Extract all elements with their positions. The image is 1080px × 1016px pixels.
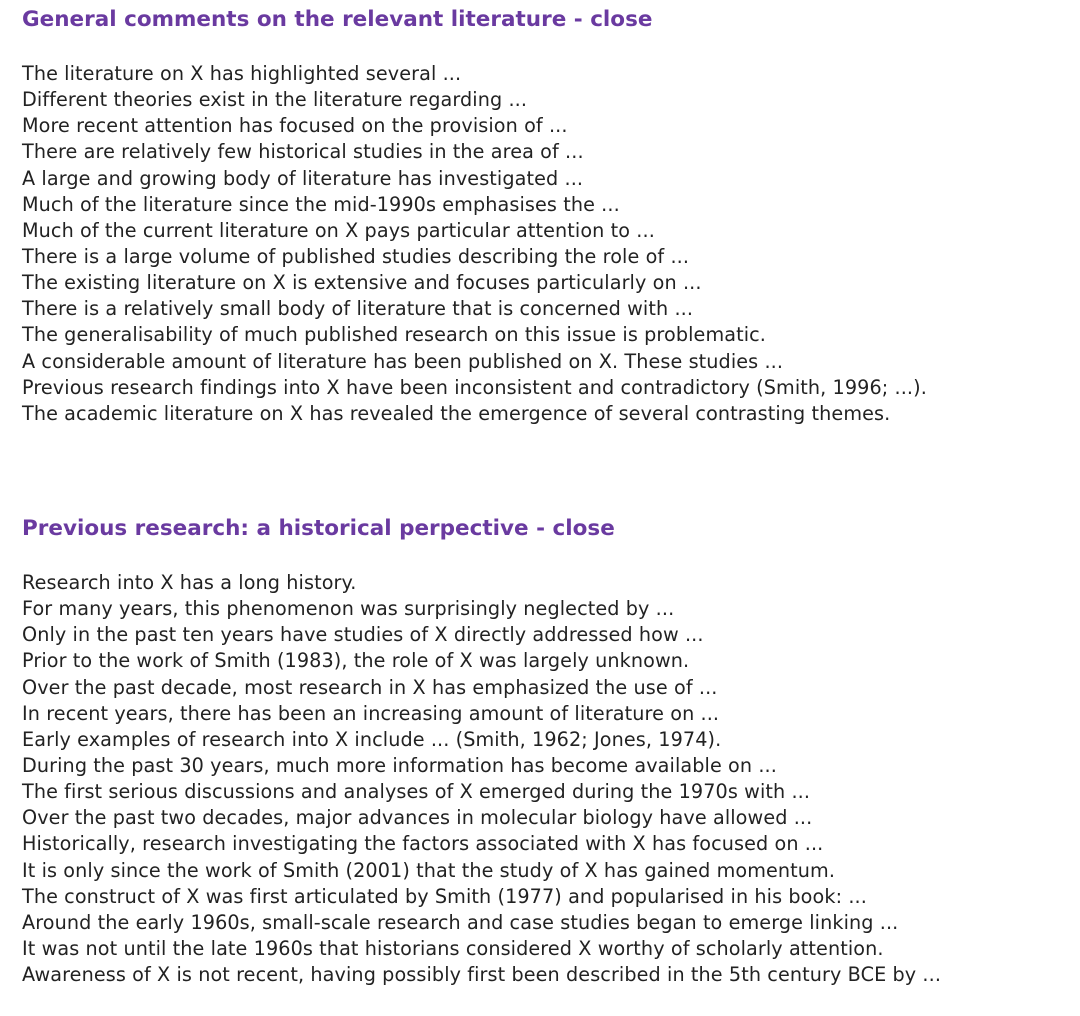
phrase-item: Awareness of X is not recent, having possibly first been described in the 5th century BCE by ... — [22, 963, 942, 987]
phrase-item: The existing literature on X is extensive and focuses particularly on ... — [22, 271, 702, 295]
phrase-item: A large and growing body of literature has investigated ... — [22, 166, 584, 190]
phrase-item: Over the past decade, most research in X has emphasized the use of ... — [22, 675, 718, 699]
phrase-item: Prior to the work of Smith (1983), the role of X was largely unknown. — [22, 649, 690, 673]
phrase-item: Previous research findings into X have been inconsistent and contradictory (Smith, 1996; ...). — [22, 375, 927, 399]
phrase-list — [22, 570, 941, 988]
phrase-item: For many years, this phenomenon was surprisingly neglected by ... — [22, 597, 675, 621]
phrase-list — [22, 61, 927, 427]
phrase-item: Over the past two decades, major advances in molecular biology have allowed ... — [22, 806, 813, 830]
phrase-item: The construct of X was first articulated by Smith (1977) and popularised in his book: ... — [22, 884, 867, 908]
phrase-item: Historically, research investigating the factors associated with X has focused on ... — [22, 832, 824, 856]
phrase-item: Research into X has a long history. — [22, 571, 357, 594]
section-heading — [22, 6, 927, 34]
section-historical-perspective — [22, 515, 941, 988]
section-title: Previous research: a historical perpective — [22, 516, 529, 541]
title-separator: - — [528, 516, 553, 541]
phrase-item: Early examples of research into X include ... (Smith, 1962; Jones, 1974). — [22, 727, 722, 751]
phrase-item: Different theories exist in the literature regarding ... — [22, 88, 528, 112]
phrase-item: In recent years, there has been an increasing amount of literature on ... — [22, 701, 720, 725]
phrase-item: Around the early 1960s, small-scale research and case studies began to emerge linking ... — [22, 910, 899, 934]
phrase-item: It was not until the late 1960s that historians considered X worthy of scholarly attention. — [22, 936, 884, 960]
close-link[interactable]: close — [590, 7, 653, 32]
close-link[interactable]: close — [552, 516, 615, 541]
phrase-item: Much of the literature since the mid-1990s emphasises the ... — [22, 192, 620, 216]
phrase-item: There is a large volume of published studies describing the role of ... — [22, 244, 690, 268]
phrase-item: Only in the past ten years have studies of X directly addressed how ... — [22, 623, 704, 647]
phrase-item: There is a relatively small body of literature that is concerned with ... — [22, 297, 694, 321]
phrase-item: Much of the current literature on X pays particular attention to ... — [22, 218, 655, 242]
phrase-item: The first serious discussions and analyses of X emerged during the 1970s with ... — [22, 780, 811, 804]
phrase-item: It is only since the work of Smith (2001) that the study of X has gained momentum. — [22, 858, 836, 882]
phrase-item: The academic literature on X has revealed the emergence of several contrasting themes. — [22, 401, 891, 425]
phrase-item: More recent attention has focused on the provision of ... — [22, 114, 568, 138]
section-general-comments — [22, 6, 927, 427]
phrase-item: During the past 30 years, much more information has become available on ... — [22, 753, 777, 777]
section-title: General comments on the relevant literature — [22, 7, 567, 32]
title-separator: - — [566, 7, 591, 32]
phrase-item: The generalisability of much published research on this issue is problematic. — [22, 323, 767, 347]
phrase-item: The literature on X has highlighted several ... — [22, 62, 462, 85]
phrase-item: There are relatively few historical studies in the area of ... — [22, 140, 584, 164]
phrase-item: A considerable amount of literature has been published on X. These studies ... — [22, 349, 784, 373]
section-heading — [22, 515, 941, 543]
